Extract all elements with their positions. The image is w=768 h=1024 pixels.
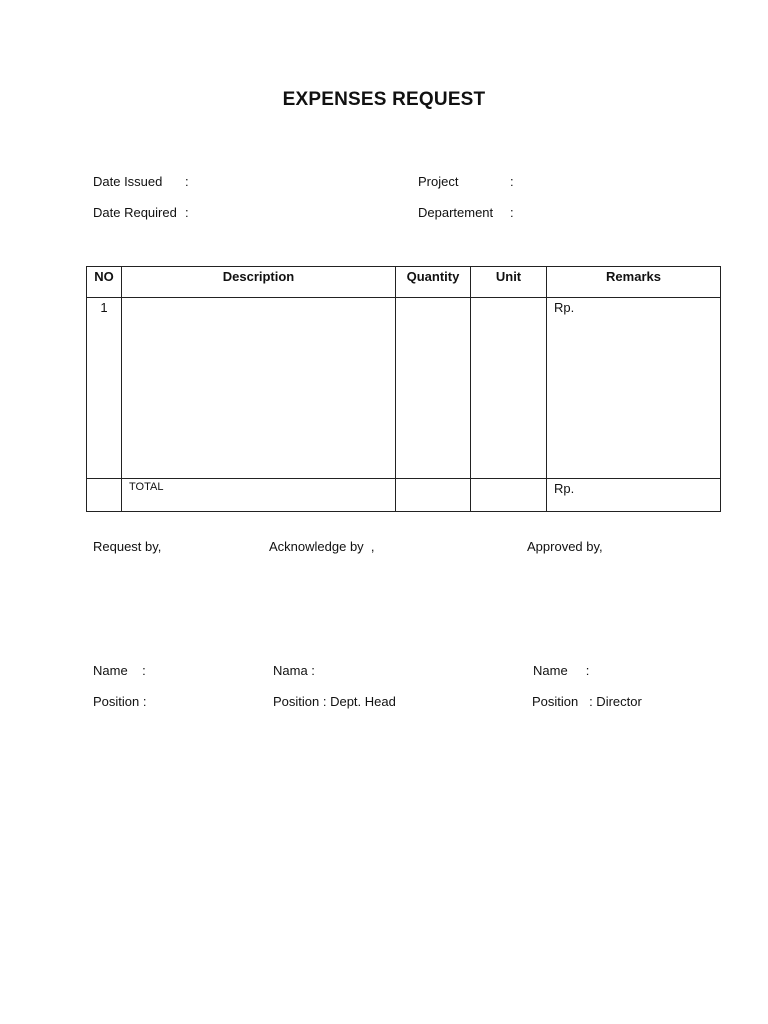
acknowledge-by-heading: Acknowledge by , [269, 539, 375, 554]
total-unit-cell[interactable] [471, 479, 547, 512]
row-unit-cell[interactable] [471, 298, 547, 479]
request-by-heading: Request by, [93, 539, 162, 554]
row-no-cell: 1 [87, 298, 122, 479]
date-required-label: Date Required [93, 205, 177, 220]
total-remarks-cell[interactable]: Rp. [547, 479, 721, 512]
row-quantity-cell[interactable] [396, 298, 471, 479]
total-quantity-cell[interactable] [396, 479, 471, 512]
request-position-line: Position : [93, 694, 147, 709]
approved-position-line: Position : Director [532, 694, 642, 709]
project-label: Project [418, 174, 459, 189]
expenses-table [86, 266, 721, 512]
date-issued-colon: : [185, 174, 189, 189]
column-header-quantity: Quantity [396, 267, 471, 298]
page-title: EXPENSES REQUEST [282, 89, 486, 110]
total-label: TOTAL [122, 479, 396, 512]
row-remarks-cell[interactable]: Rp. [547, 298, 721, 479]
column-header-no: NO [87, 267, 122, 298]
date-required-colon: : [185, 205, 189, 220]
total-no-cell [87, 479, 122, 512]
column-header-remarks: Remarks [547, 267, 721, 298]
table-row [87, 298, 721, 479]
approved-name-line: Name : [533, 663, 590, 678]
table-header-row [87, 267, 721, 298]
request-name-line: Name : [93, 663, 146, 678]
total-row [87, 479, 721, 512]
department-colon: : [510, 205, 514, 220]
department-label: Departement [418, 205, 494, 220]
column-header-description: Description [122, 267, 396, 298]
date-issued-label: Date Issued [93, 174, 163, 189]
row-description-cell[interactable] [122, 298, 396, 479]
acknowledge-position-line: Position : Dept. Head [273, 694, 396, 709]
acknowledge-name-line: Nama : [273, 663, 315, 678]
column-header-unit: Unit [471, 267, 547, 298]
project-colon: : [510, 174, 514, 189]
approved-by-heading: Approved by, [527, 539, 603, 554]
